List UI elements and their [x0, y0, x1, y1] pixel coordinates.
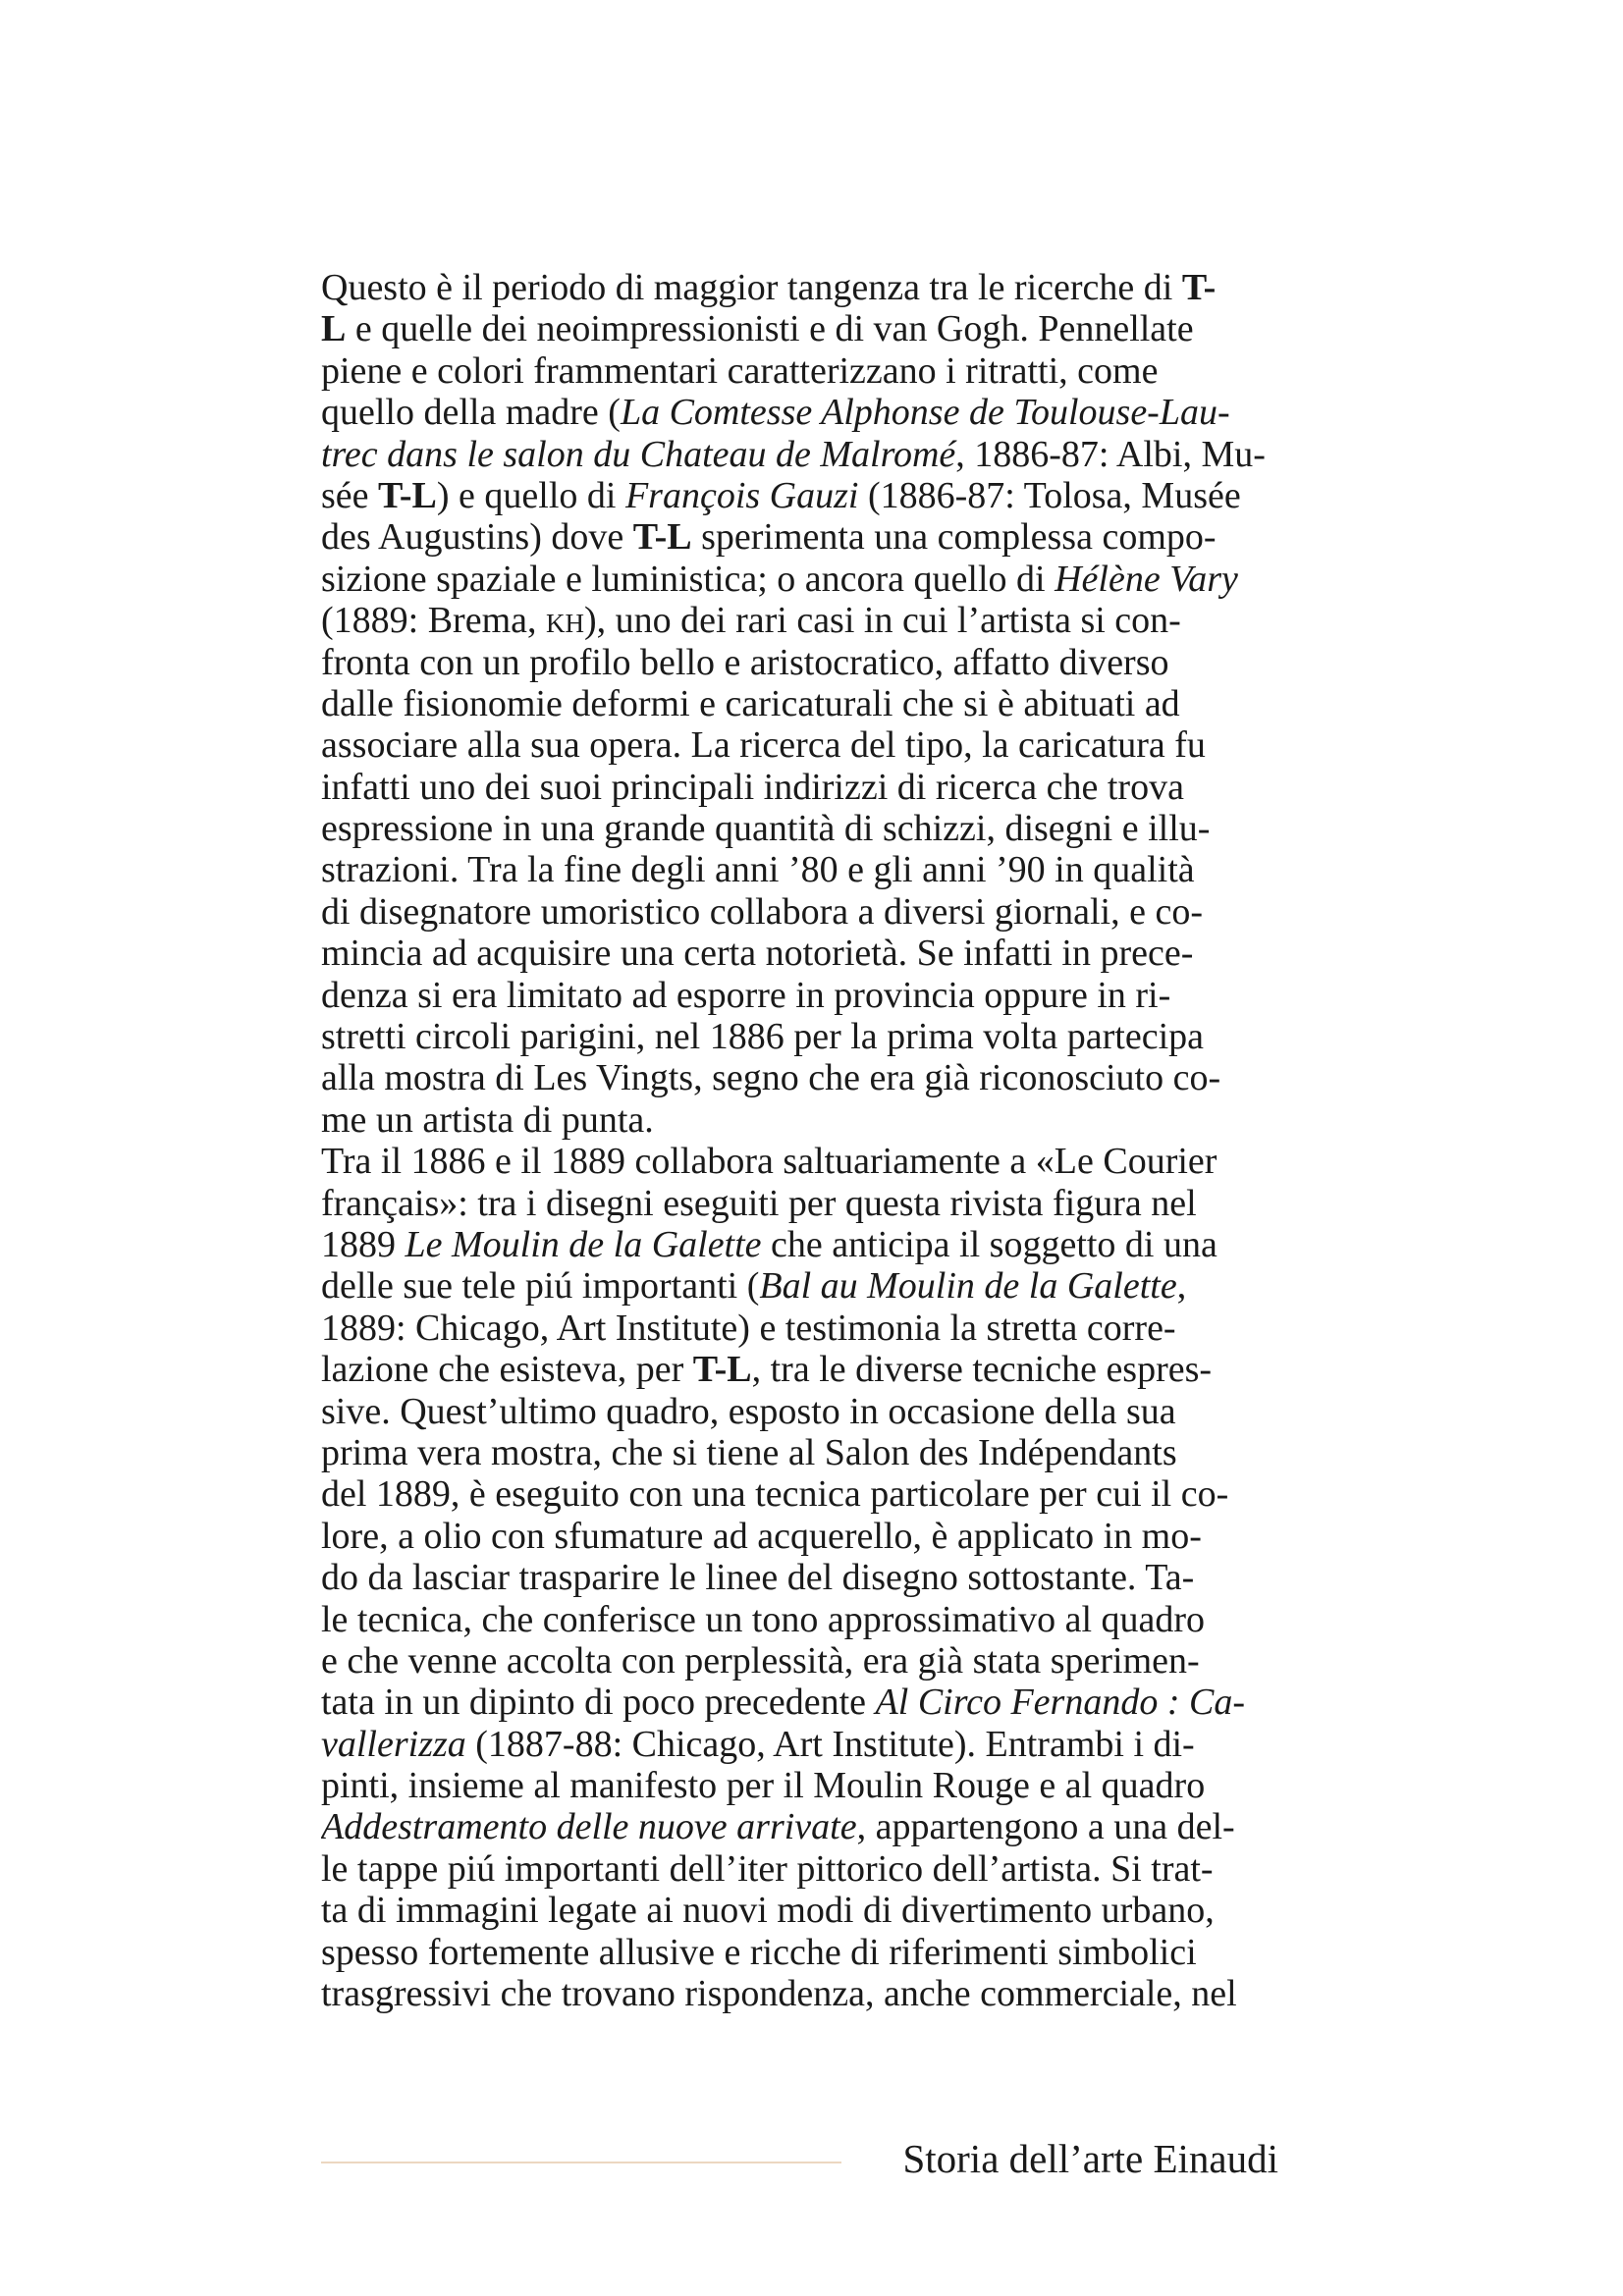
text-line [321, 475, 1278, 516]
footer-rule [321, 2162, 841, 2163]
text-segment: del 1889, è eseguito con una tecnica particolare per cui il co- [321, 1473, 1229, 1516]
text-segment: (1887-88: Chicago, Art Institute). Entrambi i di- [465, 1723, 1195, 1765]
text-segment: ), uno dei rari casi in cui l’artista si con- [584, 600, 1181, 642]
text-segment: sperimenta una complessa compo- [691, 516, 1217, 559]
text-line [321, 1057, 1278, 1098]
text-line [321, 1599, 1278, 1640]
text-segment: e che venne accolta con perplessità, era già stata sperimen- [321, 1639, 1200, 1682]
text-segment: lore, a olio con sfumature ad acquerello, è applicato in mo- [321, 1515, 1202, 1557]
text-line [321, 267, 1278, 308]
text-line [321, 891, 1278, 933]
text-segment: , appartengono a una del- [856, 1806, 1235, 1848]
text-line [321, 975, 1278, 1016]
text-line [321, 1724, 1278, 1765]
text-segment: ) e quello di [436, 474, 625, 516]
text-segment: le tappe piú importanti dell’iter pittorico dell’artista. Si trat- [321, 1847, 1214, 1890]
text-segment: La Comtesse Alphonse de Toulouse-Lau- [620, 392, 1230, 434]
text-line [321, 1391, 1278, 1432]
text-line [321, 1932, 1278, 1973]
text-line [321, 1349, 1278, 1390]
text-segment: che anticipa il soggetto di una [761, 1223, 1217, 1265]
text-line [321, 350, 1278, 392]
text-segment: sée [321, 474, 379, 516]
text-segment: (1889: Brema, [321, 600, 547, 642]
text-segment: me un artista di punta. [321, 1098, 654, 1141]
text-line [321, 767, 1278, 808]
text-line [321, 1099, 1278, 1141]
text-line [321, 1308, 1278, 1349]
text-segment: L [321, 308, 347, 350]
text-segment: T-L [378, 474, 437, 516]
text-segment: T- [1181, 267, 1217, 308]
text-segment: sive. Quest’ultimo quadro, esposto in occasione della sua [321, 1390, 1176, 1432]
text-segment: trec dans le salon du Chateau de Malromé [321, 433, 956, 475]
text-line [321, 1141, 1278, 1182]
paragraph [321, 1141, 1278, 2014]
text-segment: associare alla sua opera. La ricerca del tipo, la caricatura fu [321, 724, 1206, 767]
text-segment: lazione che esisteva, per [321, 1349, 693, 1391]
text-segment: e quelle dei neoimpressionisti e di van Gogh. Pennellate [346, 308, 1194, 350]
text-line [321, 1848, 1278, 1890]
text-segment: mincia ad acquisire una certa notorietà. Se infatti in prece- [321, 933, 1194, 975]
text-segment: Al Circo Fernando : Ca- [875, 1682, 1245, 1724]
text-line [321, 1973, 1278, 2014]
text-segment: strazioni. Tra la fine degli anni ’80 e gli anni ’90 in qualità [321, 849, 1195, 891]
text-segment: T-L [632, 516, 692, 559]
text-segment: Addestramento delle nuove arrivate [321, 1806, 857, 1848]
text-line [321, 1682, 1278, 1723]
text-line [321, 308, 1278, 349]
text-line [321, 559, 1278, 600]
text-segment: 1889 [321, 1223, 406, 1265]
text-segment: Hélène Vary [1055, 558, 1238, 600]
text-segment: pinti, insieme al manifesto per il Moulin Rouge e al quadro [321, 1765, 1206, 1807]
text-segment: (1886-87: Tolosa, Musée [858, 474, 1241, 516]
text-line [321, 1516, 1278, 1557]
text-line [321, 1224, 1278, 1265]
text-segment: ta di immagini legate ai nuovi modi di divertimento urbano, [321, 1890, 1215, 1932]
text-segment: denza si era limitato ad esporre in provincia oppure in ri- [321, 974, 1171, 1016]
text-line [321, 434, 1278, 475]
text-line [321, 392, 1278, 433]
text-segment: stretti circoli parigini, nel 1886 per la prima volta partecipa [321, 1016, 1205, 1058]
text-line [321, 1432, 1278, 1473]
text-segment: piene e colori frammentari caratterizzano i ritratti, come [321, 349, 1159, 392]
text-segment: di disegnatore umoristico collabora a diversi giornali, e co- [321, 890, 1203, 933]
body-text [321, 267, 1278, 2014]
text-segment: prima vera mostra, che si tiene al Salon des Indépendants [321, 1431, 1177, 1473]
text-segment: quello della madre ( [321, 392, 621, 434]
text-segment: espressione in una grande quantità di schizzi, disegni e illu- [321, 808, 1211, 850]
text-line [321, 1016, 1278, 1057]
text-line [321, 516, 1278, 558]
text-segment: 1889: Chicago, Art Institute) e testimonia la stretta corre- [321, 1307, 1176, 1349]
text-line [321, 1806, 1278, 1847]
text-segment: François Gauzi [624, 474, 859, 516]
text-line [321, 1473, 1278, 1515]
text-line [321, 642, 1278, 683]
text-segment: do da lasciar trasparire le linee del disegno sottostante. Ta- [321, 1557, 1195, 1599]
text-segment: Le Moulin de la Galette [405, 1223, 762, 1265]
text-segment: Questo è il periodo di maggior tangenza tra le ricerche di [321, 267, 1182, 308]
text-line [321, 1890, 1278, 1931]
text-line [321, 683, 1278, 724]
text-line [321, 600, 1278, 641]
text-line [321, 1265, 1278, 1307]
text-segment: infatti uno dei suoi principali indirizzi di ricerca che trova [321, 766, 1184, 808]
text-line [321, 1183, 1278, 1224]
text-segment: spesso fortemente allusive e ricche di riferimenti simbolici [321, 1931, 1197, 1973]
text-segment: dalle fisionomie deformi e caricaturali che si è abituati ad [321, 682, 1180, 724]
text-segment: T-L [692, 1349, 752, 1391]
text-segment: des Augustins) dove [321, 516, 633, 559]
text-segment: Bal au Moulin de la Galette [759, 1265, 1177, 1308]
paragraph [321, 267, 1278, 1141]
text-segment: kh [546, 600, 585, 642]
text-segment: trasgressivi che trovano rispondenza, anche commerciale, nel [321, 1973, 1237, 2015]
text-line [321, 724, 1278, 766]
text-segment: Tra il 1886 e il 1889 collabora saltuariamente a «Le Courier [321, 1141, 1217, 1183]
text-segment: delle sue tele piú importanti ( [321, 1265, 760, 1308]
text-line [321, 933, 1278, 974]
text-segment: sizione spaziale e luministica; o ancora quello di [321, 558, 1055, 600]
text-segment: le tecnica, che conferisce un tono approssimativo al quadro [321, 1598, 1206, 1640]
text-segment: tata in un dipinto di poco precedente [321, 1682, 876, 1724]
text-segment: alla mostra di Les Vingts, segno che era già riconosciuto co- [321, 1057, 1221, 1099]
footer-title: Storia dell’arte Einaudi [902, 2136, 1278, 2181]
text-segment: , tra le diverse tecniche espres- [751, 1349, 1213, 1391]
text-line [321, 1557, 1278, 1598]
text-line [321, 849, 1278, 890]
text-segment: , 1886-87: Albi, Mu- [955, 433, 1266, 475]
text-segment: , [1176, 1265, 1187, 1308]
text-segment: vallerizza [321, 1723, 466, 1765]
text-line [321, 1640, 1278, 1682]
text-line [321, 1765, 1278, 1806]
text-segment: fronta con un profilo bello e aristocratico, affatto diverso [321, 641, 1169, 683]
text-line [321, 808, 1278, 849]
text-segment: français»: tra i disegni eseguiti per questa rivista figura nel [321, 1182, 1197, 1224]
